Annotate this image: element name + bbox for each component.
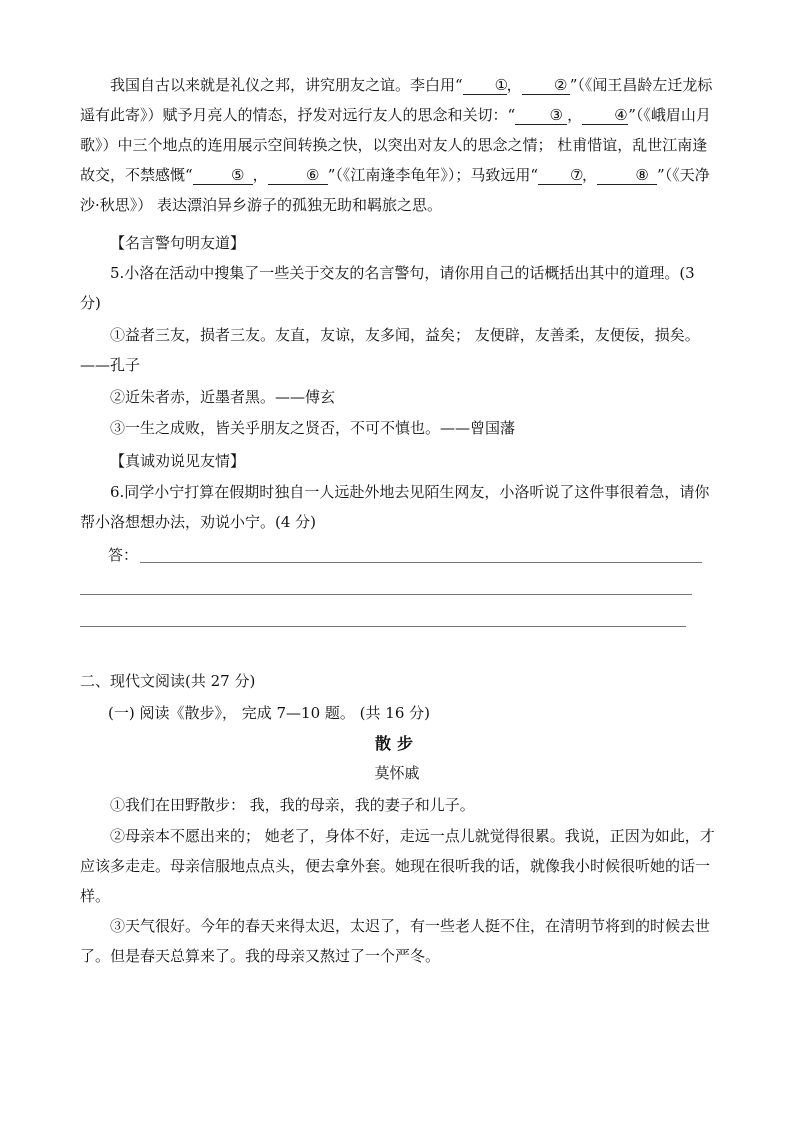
question-5: 5.小洛在活动中搜集了一些关于交友的名言警句，请你用自己的话概括出其中的道理。(3 分) — [80, 264, 695, 312]
blank-4[interactable]: ④ — [582, 106, 628, 125]
answer-line-3[interactable] — [80, 626, 686, 627]
section1-heading: 【名言警句明友道】 — [110, 234, 246, 252]
question-6: 6.同学小宁打算在假期时独自一人远赴外地去见陌生网友，小洛听说了这件事很着急，请你帮小洛想想办法，劝说小宁。(4 分) — [80, 483, 710, 531]
answer-line-2[interactable] — [80, 594, 692, 595]
intro-text-3: ”（《峨眉山月歌》）中三个地点的连用展示空间转换之快，以突出对友人的思念之情； 杜甫惜谊，乱世江南逢故交，不禁感慨“ — [80, 106, 711, 184]
article-paragraph-3: ③天气很好。今年的春天来得太迟，太迟了，有一些老人挺不住，在清明节将到的时候去世了。但是春天总算来了。我的母亲又熬过了一个严冬。 — [80, 917, 711, 965]
blank-5[interactable]: ⑤ — [193, 166, 253, 185]
blank-1[interactable]: ① — [463, 76, 507, 95]
article-title: 散步 — [374, 734, 419, 753]
intro-text-4: ”（《江南逢李龟年》）；马致远用“ — [327, 166, 539, 184]
quote-zengguofan: ③一生之成败，皆关乎朋友之贤否，不可不慎也。——曾国藩 — [110, 419, 516, 437]
part2-heading: 二、现代文阅读(共 27 分) — [80, 672, 256, 690]
answer-line-1[interactable] — [140, 562, 702, 563]
intro-text-2: ”（《闻王昌龄左迁龙标遥有此寄》）赋予月亮人的情态，抒发对远行友人的思念和关切：“ — [80, 76, 713, 124]
quote-confucius: ①益者三友，损者三友。友直，友谅，友多闻，益矣； 友便辟，友善柔，友便佞，损矣。——孔子 — [80, 326, 700, 374]
article-paragraph-2: ②母亲本不愿出来的； 她老了，身体不好，走远一点儿就觉得很累。我说，正因为如此，才应该多走走。母亲信服地点点头，便去拿外套。她现在很听我的话，就像我小时候很听她的话一样。 — [80, 827, 715, 905]
blank-7[interactable]: ⑦ — [538, 166, 582, 185]
intro-paragraph: 我国自古以来就是礼仪之邦，讲究朋友之谊。李白用“ ①， ② ”（《闻王昌龄左迁龙标遥有此寄》）赋予月亮人的情态，抒发对远行友人的思念和关切：“ ③ ， ④”（《峨眉山月歌》）中三个地点的连用展示空间转换之快，以突出对友人的思念之情； 杜甫惜谊，乱世江南逢故交，不禁感慨“ ⑤ ， ⑥ ”（《江南逢李龟年》）；马致远用“ ⑦， ⑧ ”（《天净沙·秋思》） 表达漂泊异乡游子的孤独无助和羁旅之思。 — [80, 76, 713, 214]
quote-fuxuan: ②近朱者赤，近墨者黑。——傅玄 — [110, 388, 336, 406]
intro-text-1: 我国自古以来就是礼仪之邦，讲究朋友之谊。李白用“ — [110, 76, 463, 94]
blank-2[interactable]: ② — [522, 76, 570, 95]
blank-3[interactable]: ③ — [515, 106, 567, 125]
article-paragraph-1: ①我们在田野散步： 我，我的母亲，我的妻子和儿子。 — [110, 796, 475, 814]
section2-heading: 【真诚劝说见友情】 — [110, 452, 246, 470]
article-author: 莫怀戚 — [374, 764, 420, 782]
blank-6[interactable]: ⑥ — [268, 166, 328, 185]
intro-text-5: ”（《天净沙·秋思》） 表达漂泊异乡游子的孤独无助和羁旅之思。 — [80, 166, 710, 214]
answer-label: 答： — [108, 546, 139, 564]
blank-8[interactable]: ⑧ — [597, 166, 657, 185]
reading-instruction: (一) 阅读《散步》， 完成 7—10 题。 (共 16 分) — [108, 704, 431, 722]
